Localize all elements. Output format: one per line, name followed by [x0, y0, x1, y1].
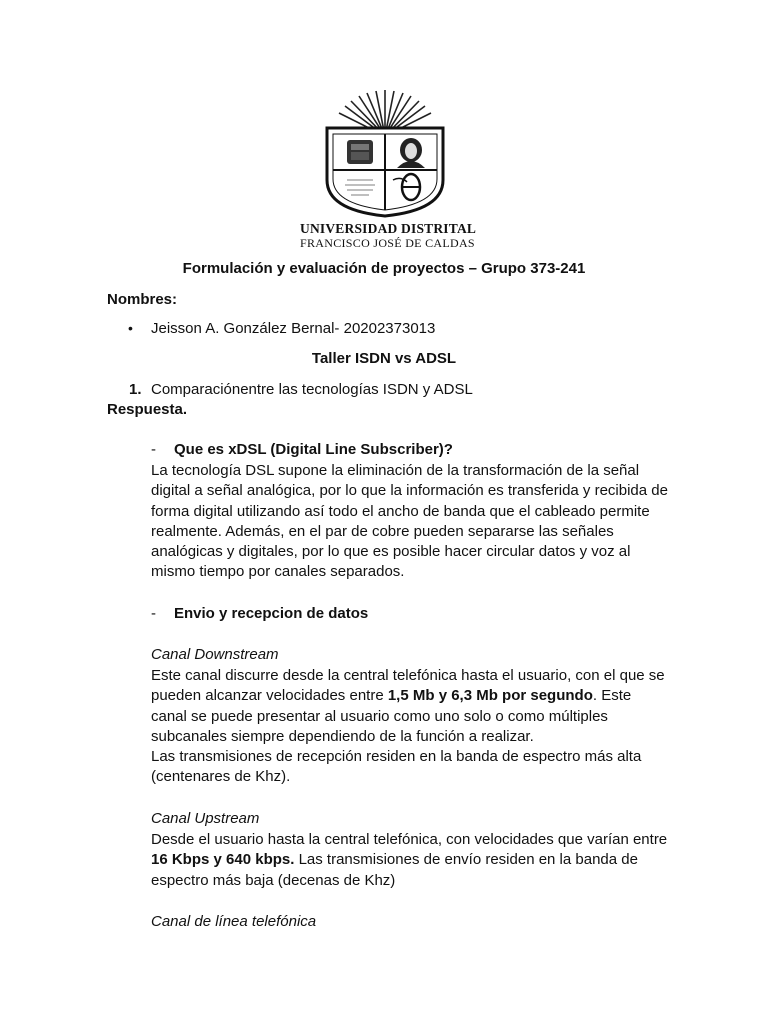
xdsl-body: La tecnología DSL supone la eliminación de la transformación de la señal digital a señal analógica, por lo que la información es transferida y recibida de forma digital utilizando así todo el ancho de banda que el cableado permite realmente. Además, en el par de cobre pueden separarse las señales analógicas y digitales, por lo que es posible hacer circular datos y voz al mismo tiempo por canales separados.: [151, 462, 668, 581]
university-subtitle: FRANCISCO JOSÉ DE CALDAS: [300, 236, 475, 250]
university-logo: [300, 88, 477, 250]
downstream-text-end: . Este canal se puede presentar al usuario como uno solo o como múltiples subcanales siempre dependiendo de la función a realizar.: [151, 687, 632, 745]
downstream-title: Canal Downstream: [151, 646, 279, 663]
upstream-title: Canal Upstream: [151, 810, 260, 827]
upstream-text: Desde el usuario hasta la central telefónica, con velocidades que varían entre: [151, 831, 668, 848]
course-title: Formulación y evaluación de proyectos – Grupo 373-241: [182, 260, 586, 277]
answer-label: Respuesta.: [107, 401, 188, 418]
upstream-body: [151, 830, 671, 891]
xdsl-paragraph: [151, 461, 671, 583]
section-dash: -: [151, 441, 156, 458]
downstream-body-2: Las transmisiones de recepción residen en la banda de espectro más alta (centenares de Khz).: [151, 748, 642, 786]
upstream-paragraph: [151, 830, 671, 891]
section-heading: Que es xDSL (Digital Line Subscriber)?: [174, 441, 453, 458]
section-heading: Envio y recepcion de datos: [174, 605, 369, 622]
section-dash: -: [151, 605, 156, 622]
downstream-body: [151, 666, 671, 747]
downstream-text: Este canal discurre desde la central telefónica hasta el usuario, con el que se pueden alcanzar velocidades entre: [151, 667, 665, 705]
question-text: Comparaciónentre las tecnologías ISDN y ADSL: [151, 381, 473, 398]
university-name: UNIVERSIDAD DISTRITAL: [300, 221, 477, 236]
names-label: Nombres:: [107, 291, 178, 308]
upstream-text-end: Las transmisiones de envío residen en la banda de espectro más baja (decenas de Khz): [151, 851, 638, 889]
university-seal-icon: [317, 88, 453, 218]
telefonica-title: Canal de línea telefónica: [151, 913, 317, 930]
downstream-speed: 1,5 Mb y 6,3 Mb por segundo: [387, 687, 593, 705]
workshop-title: Taller ISDN vs ADSL: [311, 350, 457, 367]
name-item: Jeisson A. González Bernal- 20202373013: [151, 320, 436, 337]
list-bullet: •: [128, 320, 133, 336]
upstream-speed: 16 Kbps y 640 kbps.: [151, 851, 295, 869]
downstream-paragraph: [151, 666, 671, 788]
question-number: 1.: [129, 381, 142, 398]
